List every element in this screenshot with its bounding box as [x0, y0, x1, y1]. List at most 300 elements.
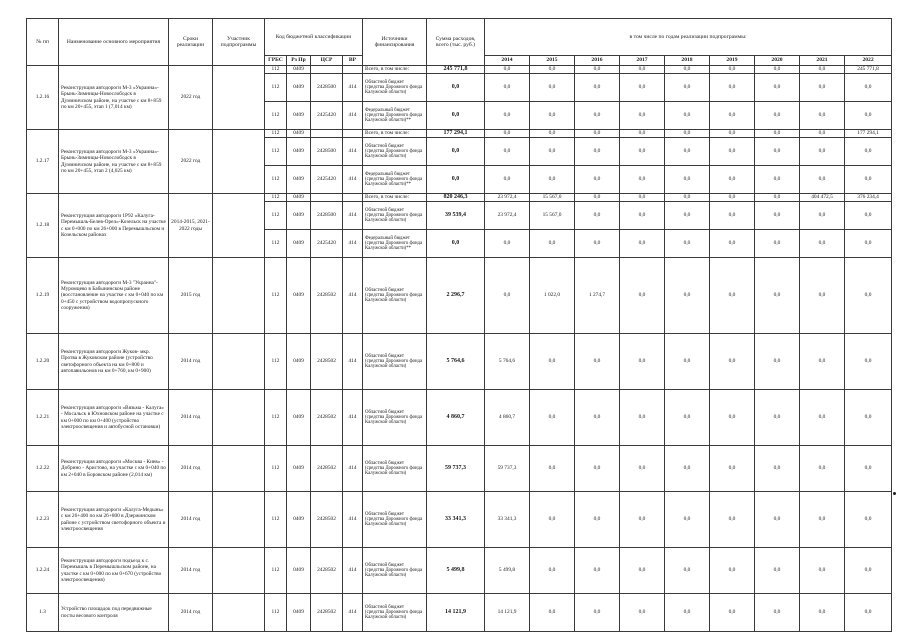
cell-year-value: 0,0: [710, 130, 755, 138]
cell-year-value: 0,0: [755, 390, 800, 446]
cell-year-value: 0,0: [755, 66, 800, 74]
cell-source: Всего, в том числе:: [363, 194, 427, 202]
cell-rzpr: 0409: [287, 102, 311, 130]
row-name: Реконструкция автодороги подъезд к с. Перемышль в Перемышльском районе, на участке с км 0+000 по км 0+670 (устройство электроосвещения): [59, 548, 169, 594]
row-participant: [213, 130, 265, 194]
cell-year-value: 5 764,6: [485, 334, 530, 390]
row-name: Реконструкция автодороги «Москва - Киев» - Добрино - Аристово, на участке с км 0+040 по км 2+040 в Боровском районе (2,014 км): [59, 446, 169, 492]
cell-year-value: 0,0: [530, 492, 575, 548]
cell-year-value: 0,0: [800, 130, 845, 138]
cell-source: Областной бюджет (средства Дорожного фонда Калужской области): [363, 548, 427, 594]
cell-csr: [311, 194, 343, 202]
cell-vr: 414: [343, 230, 363, 258]
cell-year-value: 0,0: [530, 446, 575, 492]
cell-grbs: 112: [265, 194, 287, 202]
cell-year-value: 0,0: [665, 66, 710, 74]
cell-year-value: 0,0: [665, 130, 710, 138]
cell-year-value: 0,0: [665, 390, 710, 446]
cell-source: Областной бюджет (средства Дорожного фонда Калужской области): [363, 74, 427, 102]
cell-year-value: 177 294,1: [845, 130, 892, 138]
cell-rzpr: 0409: [287, 194, 311, 202]
cell-grbs: 112: [265, 138, 287, 166]
cell-year-value: 0,0: [620, 194, 665, 202]
table-row: [27, 66, 892, 74]
cell-csr: 2428500: [311, 138, 343, 166]
cell-source: Областной бюджет (средства Дорожного фонда Калужской области): [363, 594, 427, 632]
cell-vr: 414: [343, 492, 363, 548]
row-term: 2014 год: [169, 334, 213, 390]
cell-year-value: 0,0: [755, 548, 800, 594]
cell-vr: 414: [343, 202, 363, 230]
row-term: 2014 год: [169, 594, 213, 632]
row-participant: [213, 66, 265, 130]
cell-year-value: 0,0: [800, 202, 845, 230]
cell-year-value: 0,0: [665, 166, 710, 194]
cell-sum: 59 737,3: [427, 446, 485, 492]
cell-sum: 0,0: [427, 230, 485, 258]
cell-year-value: 0,0: [620, 138, 665, 166]
header-year: 2018: [665, 56, 710, 66]
cell-year-value: 0,0: [575, 230, 620, 258]
row-participant: [213, 492, 265, 548]
header-participant: Участник подпрограммы: [213, 19, 265, 66]
cell-csr: 2428502: [311, 446, 343, 492]
cell-year-value: 0,0: [755, 130, 800, 138]
cell-year-value: 0,0: [845, 594, 892, 632]
cell-year-value: 0,0: [575, 102, 620, 130]
document-page: [26, 18, 890, 626]
header-year: 2015: [530, 56, 575, 66]
cell-grbs: 112: [265, 166, 287, 194]
cell-sum: 0,0: [427, 166, 485, 194]
cell-rzpr: 0409: [287, 130, 311, 138]
cell-source: Областной бюджет (средства Дорожного фонда Калужской области): [363, 492, 427, 548]
cell-sum: 177 294,1: [427, 130, 485, 138]
cell-year-value: 0,0: [710, 230, 755, 258]
row-num: 1.2.19: [27, 258, 59, 334]
cell-sum: 39 539,4: [427, 202, 485, 230]
row-participant: [213, 548, 265, 594]
row-participant: [213, 390, 265, 446]
cell-year-value: 0,0: [800, 334, 845, 390]
table-row: [27, 130, 892, 138]
cell-source: Областной бюджет (средства Дорожного фонда Калужской области): [363, 202, 427, 230]
cell-year-value: 0,0: [530, 74, 575, 102]
cell-year-value: 0,0: [845, 138, 892, 166]
cell-year-value: 0,0: [620, 130, 665, 138]
cell-year-value: 0,0: [575, 74, 620, 102]
row-name: Реконструкция автодороги М-3 «Украина»-Брынь-Зимницы-Новослободск в Думиничском районе, на участке с км 8+859 по км 20+455, этап 2 (4,025 км): [59, 130, 169, 194]
cell-year-value: 0,0: [800, 166, 845, 194]
row-name: Реконструкция автодороги Жуков- мкр. Протва в Жуковском районе (устройство светофорного объекта на км 0+800 и автопавильонов на км 0+760, км 0+900): [59, 334, 169, 390]
cell-source: Областной бюджет (средства Дорожного фонда Калужской области): [363, 334, 427, 390]
cell-year-value: 0,0: [845, 102, 892, 130]
row-participant: [213, 446, 265, 492]
cell-rzpr: 0409: [287, 548, 311, 594]
cell-year-value: 0,0: [755, 446, 800, 492]
cell-sum: 5 764,6: [427, 334, 485, 390]
cell-year-value: 0,0: [800, 492, 845, 548]
cell-year-value: 0,0: [575, 446, 620, 492]
cell-csr: 2428502: [311, 492, 343, 548]
cell-year-value: 376 234,4: [845, 194, 892, 202]
cell-source: Областной бюджет (средства Дорожного фонда Калужской области): [363, 446, 427, 492]
cell-csr: 2428500: [311, 74, 343, 102]
cell-year-value: 0,0: [755, 166, 800, 194]
cell-year-value: 0,0: [845, 74, 892, 102]
cell-year-value: 0,0: [620, 390, 665, 446]
cell-year-value: 0,0: [845, 334, 892, 390]
row-num: 1.2.16: [27, 66, 59, 130]
cell-year-value: 0,0: [530, 390, 575, 446]
cell-year-value: 0,0: [665, 138, 710, 166]
cell-year-value: 0,0: [755, 202, 800, 230]
cell-year-value: 0,0: [620, 446, 665, 492]
cell-vr: 414: [343, 74, 363, 102]
cell-year-value: 0,0: [575, 194, 620, 202]
header-budget-class: Код бюджетной классификации: [265, 19, 363, 56]
cell-grbs: 112: [265, 390, 287, 446]
cell-year-value: 0,0: [665, 74, 710, 102]
header-grbs: ГРБС: [265, 56, 287, 66]
cell-year-value: 23 972,4: [485, 194, 530, 202]
row-num: 1.2.18: [27, 194, 59, 258]
header-year: 2021: [800, 56, 845, 66]
cell-grbs: 112: [265, 446, 287, 492]
row-participant: [213, 258, 265, 334]
cell-vr: [343, 194, 363, 202]
cell-year-value: 0,0: [755, 74, 800, 102]
cell-year-value: 0,0: [710, 594, 755, 632]
cell-year-value: 0,0: [620, 334, 665, 390]
cell-year-value: 0,0: [575, 548, 620, 594]
cell-source: Областной бюджет (средства Дорожного фонда Калужской области): [363, 258, 427, 334]
cell-year-value: 0,0: [575, 202, 620, 230]
header-year: 2017: [620, 56, 665, 66]
cell-year-value: 0,0: [665, 194, 710, 202]
header-vr: ВР: [343, 56, 363, 66]
header-year: 2020: [755, 56, 800, 66]
row-term: 2014 год: [169, 548, 213, 594]
cell-vr: 414: [343, 390, 363, 446]
row-term: 2014 год: [169, 446, 213, 492]
cell-sum: 0,0: [427, 138, 485, 166]
cell-year-value: 0,0: [485, 166, 530, 194]
cell-rzpr: 0409: [287, 492, 311, 548]
cell-year-value: 0,0: [710, 202, 755, 230]
cell-year-value: 0,0: [710, 166, 755, 194]
cell-year-value: 0,0: [530, 166, 575, 194]
cell-rzpr: 0409: [287, 166, 311, 194]
cell-source: Всего, в том числе:: [363, 66, 427, 74]
row-name: Реконструкция автодороги «Вязьма - Калуга» - Мосальск в Юхновском районе на участке с км 0+000 по км 0+400 (устройство электроосвещения и автобусной остановки): [59, 390, 169, 446]
header-sum: Сумма расходов, всего (тыс. руб.): [427, 19, 485, 66]
cell-source: Областной бюджет (средства Дорожного фонда Калужской области): [363, 138, 427, 166]
row-term: 2015 год: [169, 258, 213, 334]
cell-rzpr: 0409: [287, 138, 311, 166]
cell-year-value: 0,0: [575, 390, 620, 446]
cell-rzpr: 0409: [287, 202, 311, 230]
cell-sum: 0,0: [427, 102, 485, 130]
cell-rzpr: 0409: [287, 258, 311, 334]
table-row: [27, 390, 892, 446]
cell-year-value: 33 341,3: [485, 492, 530, 548]
row-num: 1.2.23: [27, 492, 59, 548]
cell-year-value: 0,0: [845, 258, 892, 334]
cell-sum: 820 246,3: [427, 194, 485, 202]
cell-year-value: 0,0: [710, 334, 755, 390]
cell-rzpr: 0409: [287, 230, 311, 258]
header-term: Сроки реализации: [169, 19, 213, 66]
cell-grbs: 112: [265, 102, 287, 130]
cell-grbs: 112: [265, 66, 287, 74]
cell-year-value: 0,0: [845, 230, 892, 258]
cell-year-value: 0,0: [620, 258, 665, 334]
row-participant: [213, 194, 265, 258]
cell-source: Всего, в том числе:: [363, 130, 427, 138]
cell-year-value: 0,0: [620, 166, 665, 194]
cell-year-value: 0,0: [845, 202, 892, 230]
cell-year-value: 0,0: [710, 492, 755, 548]
cell-year-value: 0,0: [620, 548, 665, 594]
cell-csr: 2425420: [311, 102, 343, 130]
cell-year-value: 15 567,0: [530, 202, 575, 230]
cell-year-value: 0,0: [710, 446, 755, 492]
cell-sum: 5 499,8: [427, 548, 485, 594]
cell-grbs: 112: [265, 492, 287, 548]
cell-year-value: 0,0: [755, 230, 800, 258]
cell-vr: 414: [343, 166, 363, 194]
cell-year-value: 0,0: [845, 166, 892, 194]
cell-year-value: 0,0: [485, 230, 530, 258]
row-num: 1.2.20: [27, 334, 59, 390]
cell-year-value: 0,0: [620, 102, 665, 130]
cell-grbs: 112: [265, 334, 287, 390]
row-name: Реконструкция автодороги 1Р92 «Калуга-Перемышль-Белев-Орел»-Козельск на участке с км 0+000 по км 26+000 в Перемышльском и Козельском районах: [59, 194, 169, 258]
table-row: [27, 194, 892, 202]
cell-source: Областной бюджет (средства Дорожного фонда Калужской области): [363, 390, 427, 446]
cell-year-value: 0,0: [620, 202, 665, 230]
cell-grbs: 112: [265, 594, 287, 632]
cell-year-value: 0,0: [665, 202, 710, 230]
row-name: Реконструкция автодороги М-3 «Украина»-Брынь-Зимницы-Новослободск в Думиничском районе, на участке с км 8+859 по км 20+455, этап 1 (7,014 км): [59, 66, 169, 130]
cell-year-value: 4 860,7: [485, 390, 530, 446]
row-term: 2014 год: [169, 390, 213, 446]
header-name: Наименование основного мероприятия: [59, 19, 169, 66]
cell-year-value: 0,0: [620, 594, 665, 632]
row-num: 1.2.17: [27, 130, 59, 194]
cell-year-value: 0,0: [575, 138, 620, 166]
row-num: 1.3: [27, 594, 59, 632]
cell-year-value: 0,0: [755, 492, 800, 548]
table-row: [27, 446, 892, 492]
row-num: 1.2.21: [27, 390, 59, 446]
cell-vr: 414: [343, 258, 363, 334]
cell-year-value: 0,0: [755, 138, 800, 166]
cell-year-value: 0,0: [665, 548, 710, 594]
cell-year-value: 0,0: [800, 390, 845, 446]
table-row: [27, 594, 892, 632]
cell-year-value: 0,0: [710, 74, 755, 102]
header-year: 2022: [845, 56, 892, 66]
cell-year-value: 0,0: [665, 230, 710, 258]
cell-year-value: 0,0: [620, 74, 665, 102]
cell-sum: 2 296,7: [427, 258, 485, 334]
cell-year-value: 0,0: [710, 66, 755, 74]
cell-grbs: 112: [265, 130, 287, 138]
cell-vr: 414: [343, 334, 363, 390]
cell-year-value: 245 771,8: [845, 66, 892, 74]
row-num: 1.2.24: [27, 548, 59, 594]
cell-csr: 2428502: [311, 548, 343, 594]
cell-rzpr: 0409: [287, 594, 311, 632]
cell-grbs: 112: [265, 230, 287, 258]
cell-year-value: 0,0: [575, 594, 620, 632]
cell-year-value: 0,0: [575, 334, 620, 390]
header-csr: ЦСР: [311, 56, 343, 66]
cell-year-value: 0,0: [485, 138, 530, 166]
header-by-years: в том числе по годам реализации подпрограммы:: [485, 19, 892, 56]
header-year: 2014: [485, 56, 530, 66]
cell-year-value: 0,0: [575, 492, 620, 548]
cell-vr: 414: [343, 548, 363, 594]
cell-year-value: 0,0: [800, 138, 845, 166]
cell-year-value: 0,0: [530, 548, 575, 594]
cell-vr: 414: [343, 138, 363, 166]
cell-vr: 414: [343, 594, 363, 632]
cell-year-value: 0,0: [800, 102, 845, 130]
header-rzpr: Рз Пр: [287, 56, 311, 66]
cell-year-value: 0,0: [620, 66, 665, 74]
row-term: 2022 год: [169, 66, 213, 130]
row-term: 2014 год: [169, 492, 213, 548]
cell-year-value: 0,0: [800, 446, 845, 492]
cell-year-value: 14 121,9: [485, 594, 530, 632]
row-name: Реконструкция автодороги «Калуга-Медынь» с км 26+400 по км 26+800 в Дзержинском районе с устройством светофорного объекта и электроосвещения: [59, 492, 169, 548]
cell-year-value: 0,0: [665, 446, 710, 492]
cell-year-value: 0,0: [755, 334, 800, 390]
header-year: 2019: [710, 56, 755, 66]
cell-year-value: 0,0: [710, 548, 755, 594]
cell-year-value: 0,0: [665, 594, 710, 632]
cell-year-value: 0,0: [845, 390, 892, 446]
cell-year-value: 404 472,5: [800, 194, 845, 202]
cell-csr: 2428500: [311, 202, 343, 230]
table-row: [27, 258, 892, 334]
cell-year-value: 0,0: [485, 130, 530, 138]
cell-grbs: 112: [265, 74, 287, 102]
cell-csr: 2425420: [311, 230, 343, 258]
cell-year-value: 0,0: [710, 194, 755, 202]
row-term: 2022 год: [169, 130, 213, 194]
cell-csr: 2428502: [311, 390, 343, 446]
cell-year-value: 0,0: [620, 230, 665, 258]
cell-source: Федеральный бюджет (средства Дорожного фонда Калужской области)**: [363, 102, 427, 130]
cell-year-value: 0,0: [575, 130, 620, 138]
cell-year-value: 23 972,4: [485, 202, 530, 230]
cell-year-value: 0,0: [800, 74, 845, 102]
cell-year-value: 0,0: [755, 258, 800, 334]
cell-csr: 2428502: [311, 594, 343, 632]
cell-vr: [343, 66, 363, 74]
cell-year-value: 0,0: [620, 492, 665, 548]
cell-sum: 0,0: [427, 74, 485, 102]
cell-year-value: 0,0: [845, 446, 892, 492]
cell-year-value: 0,0: [485, 66, 530, 74]
cell-year-value: 0,0: [665, 258, 710, 334]
cell-rzpr: 0409: [287, 74, 311, 102]
budget-table: [26, 18, 892, 632]
cell-csr: [311, 130, 343, 138]
cell-year-value: 0,0: [845, 548, 892, 594]
cell-rzpr: 0409: [287, 390, 311, 446]
cell-csr: 2428502: [311, 334, 343, 390]
cell-year-value: 0,0: [530, 594, 575, 632]
cell-year-value: 0,0: [710, 390, 755, 446]
row-name: Реконструкция автодороги М-3 "Украина"-Муромцево в Бабынинском районе (восстановление на участке с км 0+040 по км 0+450 с устройством водопропускного сооружения): [59, 258, 169, 334]
cell-sum: 33 341,3: [427, 492, 485, 548]
cell-vr: [343, 130, 363, 138]
cell-year-value: 0,0: [530, 230, 575, 258]
cell-rzpr: 0409: [287, 446, 311, 492]
cell-year-value: 0,0: [485, 74, 530, 102]
cell-year-value: 0,0: [755, 594, 800, 632]
cell-year-value: 0,0: [710, 138, 755, 166]
cell-year-value: 0,0: [800, 230, 845, 258]
table-row: [27, 492, 892, 548]
cell-year-value: 0,0: [530, 130, 575, 138]
cell-year-value: 0,0: [710, 102, 755, 130]
cell-source: Федеральный бюджет (средства Дорожного фонда Калужской области)**: [363, 166, 427, 194]
cell-year-value: 0,0: [530, 334, 575, 390]
header-num: № пп: [27, 19, 59, 66]
header-sources: Источники финансирования: [363, 19, 427, 66]
row-num: 1.2.22: [27, 446, 59, 492]
cell-year-value: 0,0: [845, 492, 892, 548]
cell-year-value: 0,0: [665, 492, 710, 548]
row-term: 2014-2015, 2021-2022 годы: [169, 194, 213, 258]
cell-year-value: 0,0: [530, 138, 575, 166]
cell-year-value: 0,0: [800, 548, 845, 594]
cell-csr: 2428502: [311, 258, 343, 334]
cell-year-value: 0,0: [755, 194, 800, 202]
cell-year-value: 1 022,0: [530, 258, 575, 334]
cell-year-value: 5 499,8: [485, 548, 530, 594]
row-participant: [213, 334, 265, 390]
cell-year-value: 0,0: [530, 102, 575, 130]
cell-year-value: 0,0: [755, 102, 800, 130]
cell-year-value: 0,0: [575, 66, 620, 74]
row-name: Устройство площадок под передвижные посты весового контроля: [59, 594, 169, 632]
cell-year-value: 0,0: [485, 258, 530, 334]
cell-sum: 4 860,7: [427, 390, 485, 446]
cell-year-value: 0,0: [800, 66, 845, 74]
cell-csr: [311, 66, 343, 74]
cell-grbs: 112: [265, 548, 287, 594]
cell-year-value: 15 567,0: [530, 194, 575, 202]
cell-sum: 245 771,8: [427, 66, 485, 74]
cell-year-value: 0,0: [485, 102, 530, 130]
cell-vr: 414: [343, 446, 363, 492]
cell-source: Федеральный бюджет (средства Дорожного фонда Калужской области)**: [363, 230, 427, 258]
cell-sum: 14 121,9: [427, 594, 485, 632]
scan-speck: [893, 492, 896, 495]
cell-grbs: 112: [265, 258, 287, 334]
cell-grbs: 112: [265, 202, 287, 230]
cell-year-value: 0,0: [575, 166, 620, 194]
cell-vr: 414: [343, 102, 363, 130]
row-participant: [213, 594, 265, 632]
